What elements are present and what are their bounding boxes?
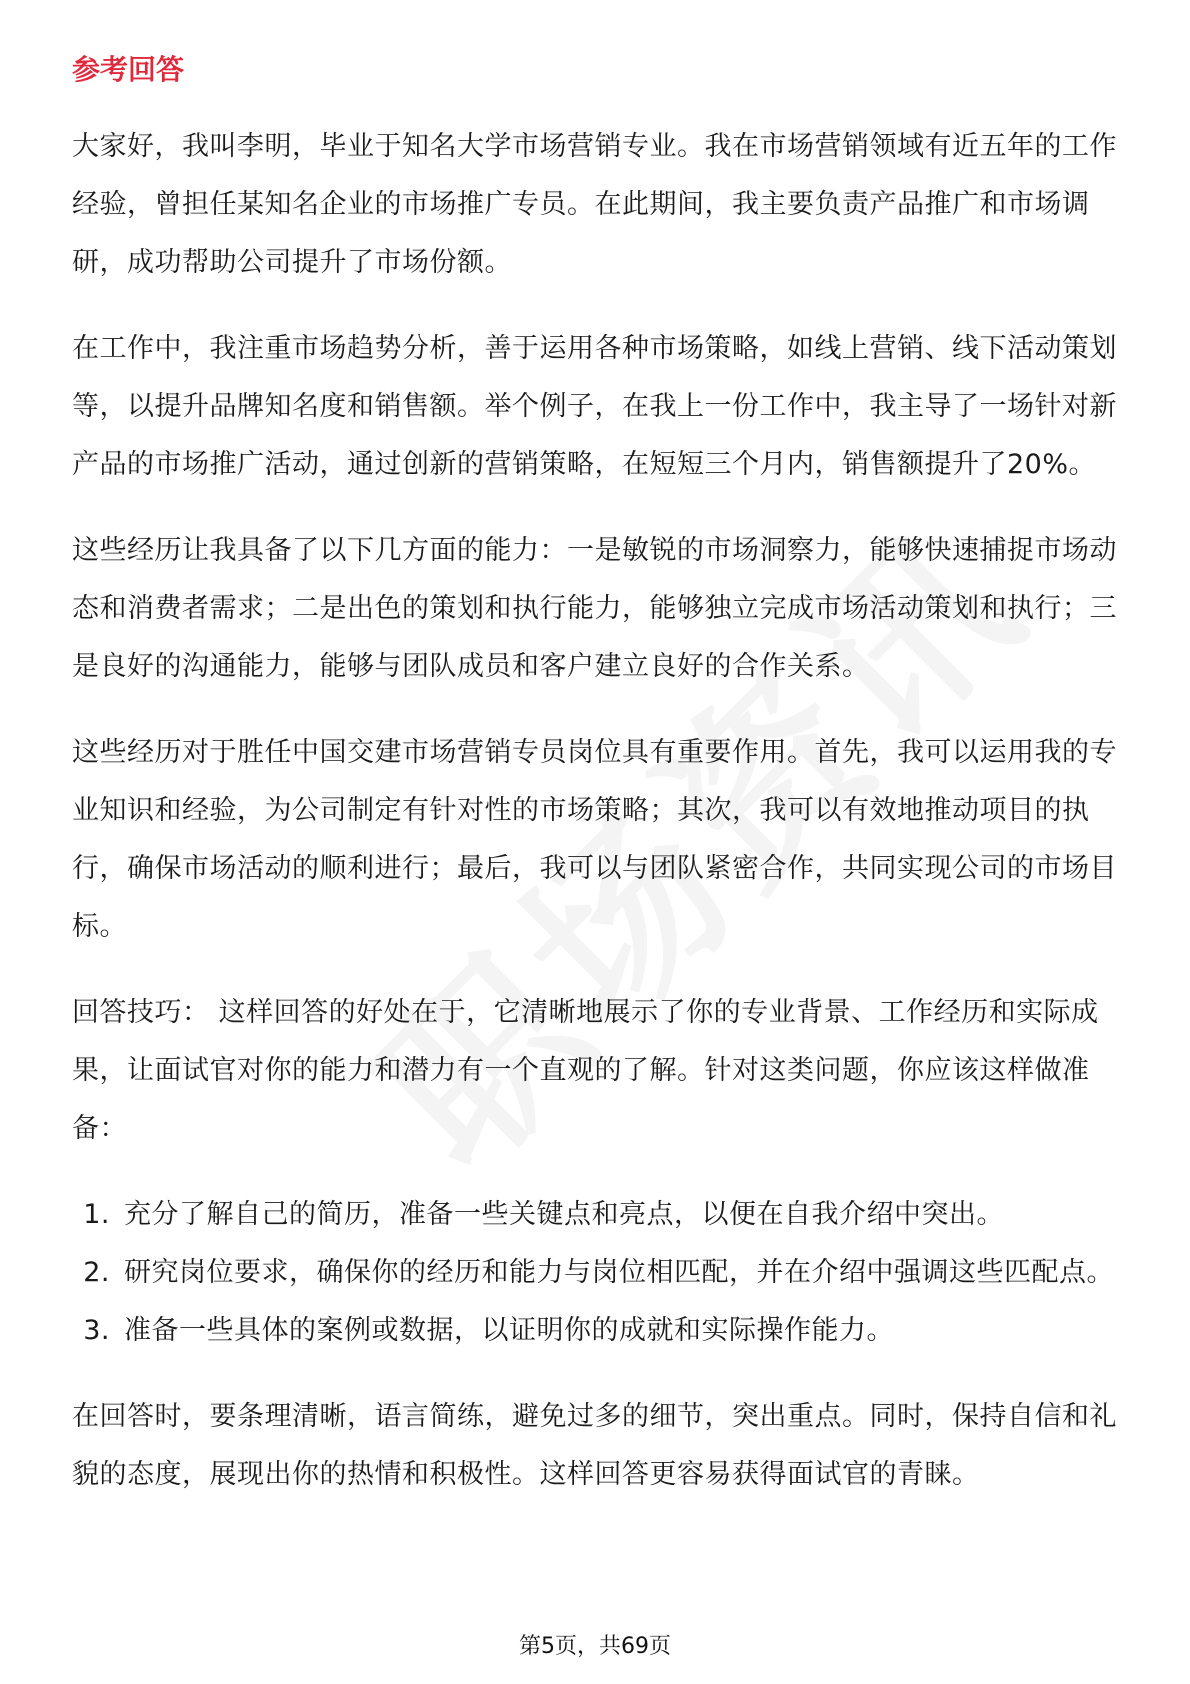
answer-content — [72, 118, 1122, 1532]
paragraph-closing: 在回答时，要条理清晰，语言简练，避免过多的细节，突出重点。同时，保持自信和礼貌的态度，展现出你的热情和积极性。这样回答更容易获得面试官的青睐。 — [72, 1401, 1117, 1490]
paragraph-tips-intro: 回答技巧： 这样回答的好处在于，它清晰地展示了你的专业背景、工作经历和实际成果，让面试官对你的能力和潜力有一个直观的了解。针对这类问题，你应该这样做准备： — [72, 997, 1099, 1144]
tips-list — [72, 1186, 1122, 1360]
list-item-text: 充分了解自己的简历，准备一些关键点和亮点，以便在自我介绍中突出。 — [124, 1199, 1004, 1230]
section-heading: 参考回答 — [72, 53, 185, 86]
list-item — [72, 1244, 1122, 1302]
list-item — [72, 1186, 1122, 1244]
list-item — [72, 1302, 1122, 1360]
paragraph-role-fit: 这些经历对于胜任中国交建市场营销专员岗位具有重要作用。首先，我可以运用我的专业知识和经验，为公司制定有针对性的市场策略；其次，我可以有效地推动项目的执行，确保市场活动的顺利进行；最后，我可以与团队紧密合作，共同实现公司的市场目标。 — [72, 737, 1117, 942]
list-item-number: 3. — [83, 1315, 110, 1346]
list-item-number: 2. — [83, 1257, 110, 1288]
paragraph-experience: 在工作中，我注重市场趋势分析，善于运用各种市场策略，如线上营销、线下活动策划等，以提升品牌知名度和销售额。举个例子，在我上一份工作中，我主导了一场针对新产品的市场推广活动，通过创新的营销策略，在短短三个月内，销售额提升了20%。 — [72, 333, 1117, 480]
list-item-text: 准备一些具体的案例或数据，以证明你的成就和实际操作能力。 — [124, 1315, 894, 1346]
page-number: 第5页，共69页 — [519, 1634, 671, 1659]
paragraph-intro: 大家好，我叫李明，毕业于知名大学市场营销专业。我在市场营销领域有近五年的工作经验，曾担任某知名企业的市场推广专员。在此期间，我主要负责产品推广和市场调研，成功帮助公司提升了市场份额。 — [72, 131, 1117, 278]
paragraph-abilities: 这些经历让我具备了以下几方面的能力：一是敏锐的市场洞察力，能够快速捕捉市场动态和消费者需求；二是出色的策划和执行能力，能够独立完成市场活动策划和执行；三是良好的沟通能力，能够与团队成员和客户建立良好的合作关系。 — [72, 535, 1117, 682]
list-item-text: 研究岗位要求，确保你的经历和能力与岗位相匹配，并在介绍中强调这些匹配点。 — [124, 1257, 1114, 1288]
list-item-number: 1. — [83, 1199, 110, 1230]
